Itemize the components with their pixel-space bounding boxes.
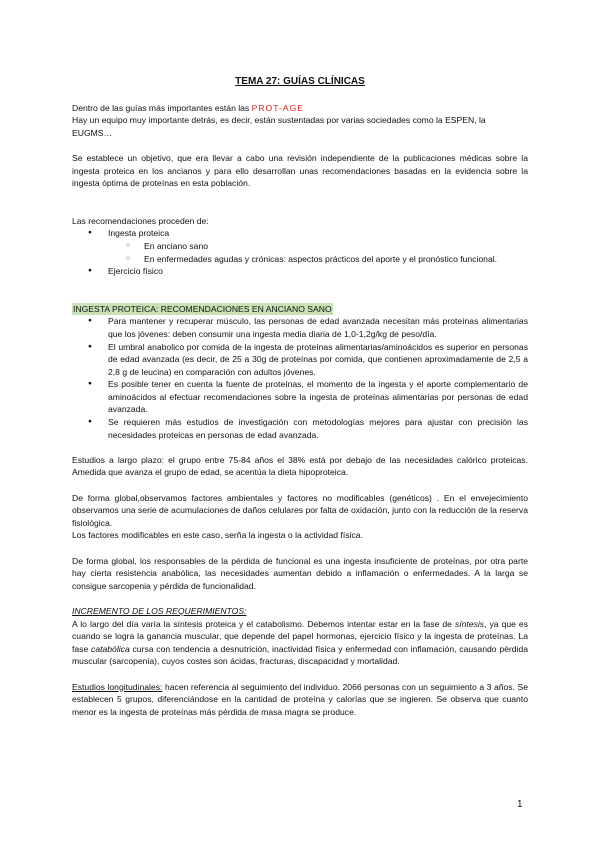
recommendations-list [72, 227, 528, 277]
longitudinal-paragraph: Estudios longitudinales: hacen referencia al seguimiento del individuo. 2066 personas con un seguimiento a 3 años. Se establecen 5 grupos, diferenciándose en la cantidad de proteína y calorías que se ingieren. Se observa que cuanto menor es la ingesta de proteínas más pérdida de masa magra se produce. [72, 681, 528, 717]
list-item: ● Ejercicio físico [72, 265, 528, 278]
catabolic-term: catabólica [91, 643, 130, 654]
requirements-paragraph: A lo largo del día varía la síntesis proteica y el catabolismo. Debemos intentar estar en la fase de síntesis, ya que es cuando se logra la ganancia muscular, que depende del papel hormonas, ejercicio físico y la ingesta de proteínas. La fase catabólica cursa con tendencia a desnutrición, inactividad física y enfermedad con inflamación, causando pérdida muscular (sarcopenia), cuyos costes son ácidas, fracturas, discapacidad y mortalidad. [72, 618, 528, 667]
list-item: ● Es posible tener en cuenta la fuente de proteínas, el momento de la ingesta y el aporte complementario de aminoácidos al efectuar recomendaciones sobre la ingesta de proteínas alimentarias por personas de edad avanzada. [72, 378, 528, 416]
longitudinal-label: Estudios longitudinales: [72, 681, 163, 692]
recommendations-intro: Las recomendaciones proceden de: [72, 215, 209, 226]
intro-line-1 [72, 102, 528, 115]
intro-line-2: Hay un equipo muy importante detrás, es decir, están sustentadas por varias sociedades como la ESPEN, la EUGMS… [72, 115, 486, 138]
list-item: ● Se requieren más estudios de investigación con metodologías mejores para ajustar con precisión las necesidades proteicas en personas de edad avanzada. [72, 416, 528, 441]
list-item: ○ En anciano sano [72, 240, 528, 253]
intro-text: Dentro de las guías más importantes están las [72, 102, 252, 113]
list-item: ○ En enfermedades agudas y crónicas: aspectos prácticos del aporte y el pronóstico funcional. [72, 253, 528, 266]
healthy-elderly-bullets [72, 315, 528, 441]
list-item: ● Para mantener y recuperar músculo, las personas de edad avanzada necesitan más proteínas alimentarias que los jóvenes: deben consumir una ingesta media diaria de 1,0-1,2g/kg de peso/día. [72, 315, 528, 340]
list-item: ● Ingesta proteica ○ En anciano sano ○ En enfermedades agudas y crónicas: aspectos prácticos del aporte y el pronóstico funcional. [72, 227, 528, 265]
highlighted-heading: INGESTA PROTEICA: RECOMENDACIONES EN ANCIANO SANO [73, 303, 332, 314]
synthesis-term: síntesis [454, 618, 485, 629]
modifiable-factors-line: Los factores modificables en este caso, serña la ingesta o la actividad física. [72, 530, 363, 541]
long-term-paragraph: Estudios a largo plazo: el grupo entre 75-84 años el 38% está por debajo de las necesidades calórico proteicas. Amedida que avanza el grupo de edad, se acentúa la dieta hipoproteica. [72, 454, 528, 478]
page-title: TEMA 27: GUÍAS CLÍNICAS [235, 76, 365, 87]
prot-age-highlight: PROT-AGE [251, 102, 305, 113]
section-heading-requirements: INCREMENTO DE LOS REQUERIMIENTOS: [72, 605, 247, 616]
functional-loss-paragraph: De forma global, los responsables de la pérdida de funcional es una ingesta insuficiente de proteínas, por otra parte hay cierta resistencia anabólica, las necesidades aumentan debido a inflamación o enfermedades. A la larga se consigue sarcopenia y pérdida de funcionalidad. [72, 555, 528, 591]
page-content [72, 76, 528, 718]
sub-list [72, 240, 528, 265]
page-number: 1 [517, 799, 523, 810]
list-item: ● El umbral anabolico por comida de la ingesta de proteínas alimentarias/aminoácidos es superior en personas de edad avanzada (es decir, de 25 a 30g de proteínas por comida, que contienen aproximadamente de 2,5 a 2,8 g de leucina) en comparación con adultos jóvenes. [72, 341, 528, 379]
section-heading-healthy [72, 303, 528, 316]
objective-paragraph: Se establece un objetivo, que era llevar a cabo una revisión independiente de la publicaciones médicas sobre la ingesta proteica en los ancianos y para ello desarrollan unas recomendaciones basadas en la evidencia sobre la ingesta óptima de proteínas en esta población. [72, 152, 528, 189]
global-factors-paragraph: De forma global,observamos factores ambientales y factores no modificables (genéticos) . En el envejecimiento observamos una serie de acumulaciones de daños celulares por falta de oxidación, junto con la reducción de la reserva fisiológica. [72, 492, 528, 528]
